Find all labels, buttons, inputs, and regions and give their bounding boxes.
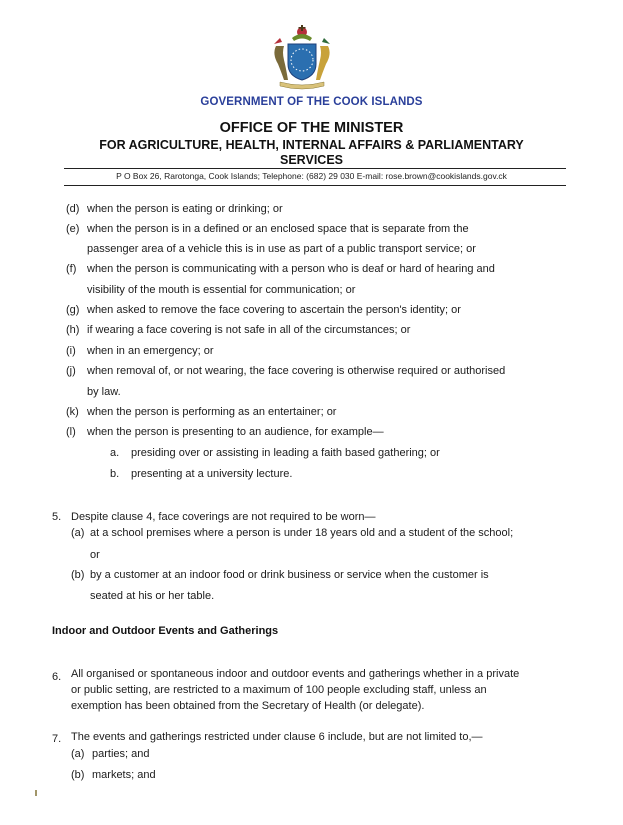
office-title: OFFICE OF THE MINISTER xyxy=(219,120,404,136)
clause-6-text: exemption has been obtained from the Secretary of Health (or delegate). xyxy=(71,700,425,712)
item-label: (i) xyxy=(66,345,76,357)
item-text: visibility of the mouth is essential for communication; or xyxy=(87,284,356,296)
contact-details: P O Box 26, Rarotonga, Cook Islands; Telephone: (682) 29 030 E-mail: rose.brown@cookislands.gov.ck xyxy=(116,171,507,181)
item-text: when the person is in a defined or an enclosed space that is separate from the xyxy=(87,223,469,235)
header-divider-bottom xyxy=(64,185,566,186)
portfolio-line-1: FOR AGRICULTURE, HEALTH, INTERNAL AFFAIRS & PARLIAMENTARY xyxy=(99,138,524,152)
item-text: markets; and xyxy=(92,769,156,781)
subitem-label: b. xyxy=(110,468,120,480)
item-text: parties; and xyxy=(92,748,150,760)
clause-7-intro: The events and gatherings restricted under clause 6 include, but are not limited to,— xyxy=(71,731,483,743)
scan-speck xyxy=(35,790,37,796)
section-heading: Indoor and Outdoor Events and Gatherings xyxy=(52,625,279,637)
item-text: passenger area of a vehicle this is in use as part of a public transport service; or xyxy=(87,243,476,255)
item-text: or xyxy=(90,549,100,561)
item-label: (b) xyxy=(71,569,85,581)
clause-6-text: or public setting, are restricted to a maximum of 100 people excluding staff, unless an xyxy=(71,684,487,696)
portfolio-title xyxy=(0,138,623,168)
item-label: (a) xyxy=(71,748,85,760)
item-label: (b) xyxy=(71,769,85,781)
item-label: (g) xyxy=(66,304,80,316)
item-label: (d) xyxy=(66,203,80,215)
subitem-text: presenting at a university lecture. xyxy=(131,468,293,480)
subitem-text: presiding over or assisting in leading a faith based gathering; or xyxy=(131,447,440,459)
item-text: if wearing a face covering is not safe in all of the circumstances; or xyxy=(87,324,411,336)
item-text: seated at his or her table. xyxy=(90,590,215,602)
item-label: (e) xyxy=(66,223,80,235)
item-text: when the person is performing as an entertainer; or xyxy=(87,406,337,418)
clause-6-number: 6. xyxy=(52,671,62,683)
subitem-label: a. xyxy=(110,447,120,459)
cook-islands-coat-of-arms xyxy=(262,24,342,90)
item-label: (k) xyxy=(66,406,79,418)
item-text: when in an emergency; or xyxy=(87,345,214,357)
item-text: at a school premises where a person is under 18 years old and a student of the school; xyxy=(90,527,514,539)
item-label: (f) xyxy=(66,263,77,275)
item-label: (j) xyxy=(66,365,76,377)
item-text: when the person is eating or drinking; or xyxy=(87,203,283,215)
item-text: by a customer at an indoor food or drink business or service when the customer is xyxy=(90,569,489,581)
item-text: when removal of, or not wearing, the face covering is otherwise required or authorised xyxy=(87,365,506,377)
clause-5-number: 5. xyxy=(52,511,62,523)
item-text: when the person is communicating with a person who is deaf or hard of hearing and xyxy=(87,263,495,275)
item-label: (l) xyxy=(66,426,76,438)
header-divider-top xyxy=(64,168,566,169)
item-text: when the person is presenting to an audience, for example— xyxy=(87,426,384,438)
item-text: when asked to remove the face covering to ascertain the person's identity; or xyxy=(87,304,461,316)
clause-6-text: All organised or spontaneous indoor and outdoor events and gatherings whether in a private xyxy=(71,668,520,680)
portfolio-line-2: SERVICES xyxy=(280,153,343,167)
item-label: (h) xyxy=(66,324,80,336)
clause-5-intro: Despite clause 4, face coverings are not required to be worn— xyxy=(71,511,376,523)
clause-7-number: 7. xyxy=(52,733,62,745)
government-title: GOVERNMENT OF THE COOK ISLANDS xyxy=(200,96,423,108)
item-text: by law. xyxy=(87,386,121,398)
item-label: (a) xyxy=(71,527,85,539)
